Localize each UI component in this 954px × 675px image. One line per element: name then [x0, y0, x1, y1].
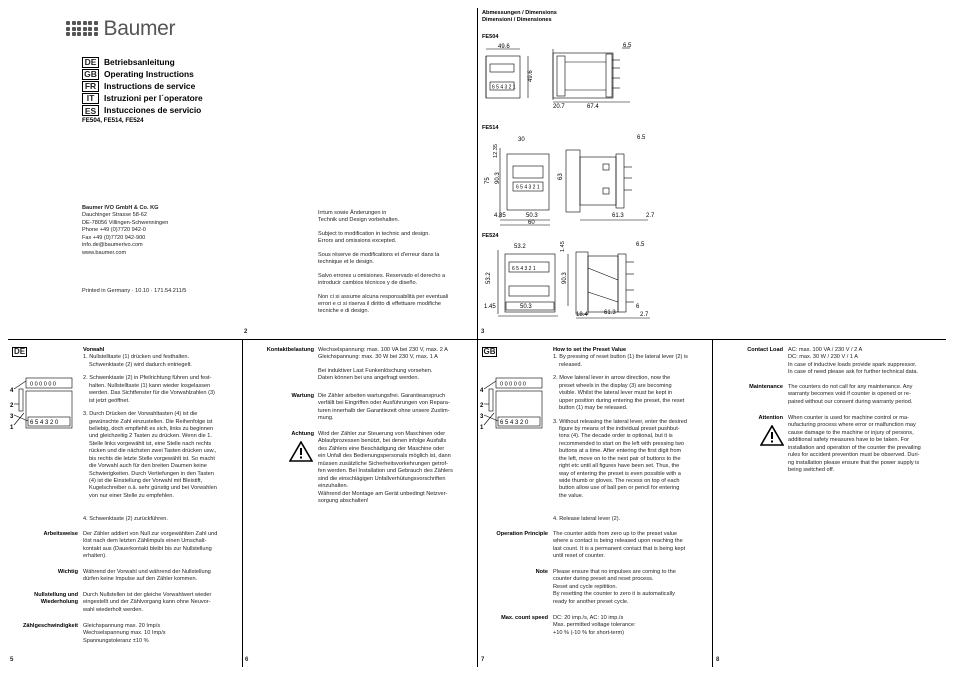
body-line: paired without our consent during warranty period.	[788, 398, 913, 405]
body-line: ein Unfall des Bedienungspersonals möglich ist, dann	[318, 453, 451, 460]
step-line: beliebig, doch empfiehlt es sich, links zu beginnen	[89, 425, 214, 432]
page-number: 7	[481, 657, 485, 663]
body-line: being switched off.	[788, 467, 835, 474]
lang-title: Istruzioni per l´operatore	[104, 93, 203, 104]
step-line: 2. Move lateral lever in arrow direction, now the	[553, 375, 671, 382]
body-line: sorgung abschalten!	[318, 497, 369, 504]
lang-code: GB	[82, 69, 99, 80]
step-line: ist jetzt geöffnet.	[89, 397, 130, 404]
body-line: einzuhalten.	[318, 483, 349, 490]
step-line: und gleichzeitig 2 Tasten zu drücken. Wenn die 1.	[89, 433, 212, 440]
step-line: buttons at a time. After entering the first digit from	[559, 448, 682, 455]
callout-label: 3	[480, 414, 484, 420]
step-line: halten. Nullstelltaste (1) kann wieder losgelassen	[89, 382, 211, 389]
address-line: Dauchinger Strasse 58-62	[82, 212, 147, 219]
fe514-display: 6 5 4 3 2 1	[516, 184, 540, 191]
step-line: wide thumb or gloves. The recess on top of each	[559, 478, 680, 484]
step-line: upper position during entering the preset, the reset	[559, 397, 685, 404]
fe524-h3: 90.3	[562, 272, 568, 284]
body-line: DC: max. 30 W / 230 V / 1 A	[788, 354, 858, 361]
body-line: Max. permitted voltage tolerance:	[553, 622, 636, 629]
fax: Fax +49 (0)7720 942-900	[82, 234, 146, 241]
printed-note: Printed in Germany · 10.10 · 171.54.211/5	[82, 288, 187, 294]
language-row-de	[82, 56, 203, 68]
body-line: Bei induktiver Last Funkenlöschung vorsehen.	[318, 367, 433, 374]
callout-label: 3	[10, 414, 14, 420]
body-line: Ablaufprozessen benützt, bei denen infolge Ausfalls	[318, 438, 447, 445]
body-line: Gleichspannung: max. 30 W bei 230 V, max. 1 A	[318, 354, 438, 361]
fe524-h1: 1.45	[560, 241, 566, 252]
disclaimer-line: Technik und Design vorbehalten.	[318, 217, 400, 224]
fe504-depth1: 20.7	[553, 104, 565, 110]
fe524-b6: 2.7	[640, 312, 649, 318]
lang-code: FR	[82, 81, 99, 92]
step-line: 1. By pressing of reset button (1) the lateral lever (2) is	[553, 354, 688, 361]
language-row-fr	[82, 80, 203, 92]
fe524-drawing	[480, 240, 660, 322]
section-body	[318, 393, 476, 423]
email-link[interactable]: info.de@baumerivo.com	[82, 242, 143, 249]
body-line: The counter adds from zero up to the preset value	[553, 531, 678, 537]
body-line: des Zählers eine Beschädigung der Maschine oder	[318, 445, 445, 452]
body-line: ng installation please ensure that the power supply is	[788, 459, 920, 466]
body-line: mung.	[318, 415, 334, 422]
warning-icon	[760, 425, 784, 446]
company-address	[82, 205, 232, 257]
body-line: löst nach dem letzten Zählimpuls einen Umschalt-	[83, 538, 207, 545]
page-number: 5	[10, 657, 14, 663]
callout-label: 2	[10, 403, 14, 409]
fe514-label: FE514	[482, 125, 499, 131]
body-line: wahl wiederholt werden.	[83, 606, 144, 613]
step-line: rücken und die nächsten zwei Tasten drücken usw.,	[89, 448, 217, 455]
fe514-b2: 50.3	[526, 213, 538, 219]
disclaimer-line: Errors and omissions excepted.	[318, 238, 397, 245]
section-label: Contact Load	[747, 347, 783, 353]
body-line: DC: 20 imp./s, AC: 10 imp./s	[553, 615, 624, 621]
fe504-height: 49.6	[528, 70, 534, 82]
page-number: 8	[716, 657, 720, 663]
fe514-b3: 60	[528, 220, 535, 226]
fe504-thickness: 6.5	[623, 43, 632, 49]
fe524-b3: 18.4	[576, 312, 588, 318]
fe514-b4: 61.3	[612, 213, 624, 219]
callout-label: 2	[480, 403, 484, 409]
body-line: Während der Vorwahl und während der Nullstellung	[83, 569, 211, 575]
step-line: right etc until all figures have been set. Thus, the	[559, 463, 680, 470]
language-list	[82, 56, 203, 117]
callout-label: 4	[10, 388, 14, 394]
step-line: 4. Schwenktaste (2) zurückführen.	[83, 516, 168, 522]
disclaimer-line: Irrtum sowie Änderungen in	[318, 210, 387, 216]
section-label: Zählgeschwindigkeit	[22, 623, 78, 629]
body-line: rules for accident prevention must be observed. Duri-	[788, 452, 920, 459]
step-line: recommended to start on the left with pressing two	[559, 440, 684, 447]
body-line: sind die einschlägigen Unfallverhütungsvorschriften	[318, 475, 446, 482]
page-divider-v1	[242, 340, 243, 667]
fe514-thickness: 6.5	[637, 135, 646, 141]
section-body	[788, 347, 948, 377]
fe504-drawing	[480, 40, 640, 110]
body-line: verfällt bei Eingriffen oder Ausführungen von Repara-	[318, 400, 450, 407]
step-line: button (1) may be released.	[559, 405, 628, 412]
gb-display-bottom: 6 5 4 3 2 0	[500, 420, 529, 426]
callout-label: 1	[10, 425, 14, 431]
section-body	[788, 415, 948, 475]
logo-mark-icon	[66, 21, 98, 36]
step-line: 2. Schwenktaste (2) in Pfeilrichtung führen und fest-	[83, 375, 212, 382]
fe524-b5: 6	[636, 304, 640, 310]
body-line: +10 % (-10 % for short-term)	[553, 629, 625, 636]
fe524-b2: 50.3	[520, 304, 532, 310]
fe524-label: FE524	[482, 233, 499, 239]
step-line: Schwierigkeiten. Durch Vertiefungen in den Tasten	[89, 470, 214, 477]
fe524-display: 6 5 4 3 2 1	[512, 266, 536, 272]
company-name: Baumer IVO GmbH & Co. KG	[82, 205, 159, 211]
body-line: The counters do not call for any maintenance. Any	[788, 384, 913, 390]
de-counter-diagram	[10, 375, 82, 435]
warning-icon	[289, 441, 313, 462]
fe524-thickness: 6.5	[636, 242, 645, 248]
body-line: where a contact is being released upon reaching the	[553, 538, 683, 545]
body-line: last count. It is a permanent contact that is being kept	[553, 545, 686, 552]
lang-title: Operating Instructions	[104, 68, 194, 79]
step-line: (4) ist die Einstellung der Vorwahl mit Bleistift,	[89, 478, 203, 484]
page-number: 6	[245, 657, 249, 663]
body-line: fen werden. Bei Installation und Gebrauch des Zählers	[318, 468, 453, 475]
body-line: Daten können bei uns angefragt werden.	[318, 375, 420, 382]
step-line: die Vorwahl auch für den breiten Daumen keine	[89, 463, 207, 470]
section-body	[83, 592, 241, 614]
body-line: By resetting the counter to zero it is automatically	[553, 591, 675, 598]
body-line: Wechselspannung: max. 100 VA bei 230 V, max. 2 A	[318, 347, 448, 353]
body-line: Please ensure that no impulses are coming to the	[553, 569, 676, 575]
dimensions-title	[482, 10, 557, 25]
fe514-drawing	[480, 132, 660, 232]
fe504-depth2: 67.4	[587, 104, 599, 110]
dimensions-title-line: Abmessungen / Dimensions	[482, 10, 557, 16]
fe514-h4: 63	[558, 173, 564, 180]
body-line: When counter is used for machine control or ma-	[788, 415, 909, 421]
fe514-b1: 4.85	[494, 213, 506, 219]
lang-code: IT	[82, 93, 99, 104]
fe514-h2: 75	[485, 177, 491, 184]
section-body	[83, 623, 241, 645]
body-line: ready for another preset cycle.	[553, 598, 629, 605]
body-line: erhalten).	[83, 553, 107, 560]
page-divider-v3	[712, 340, 713, 667]
gb-counter-diagram	[480, 375, 552, 435]
fe514-b5: 2.7	[646, 213, 655, 219]
model-list: FE504, FE514, FE524	[82, 117, 144, 124]
section-label	[10, 592, 78, 607]
body-line: Reset and cycle repitition.	[553, 583, 618, 590]
disclaimer-line: errori e ci si riserva il diritto di effettuare modifiche	[318, 300, 442, 307]
disclaimer-line: Sous réserve de modifications et d'erreur dans la	[318, 251, 440, 258]
body-line: AC: max. 100 VA / 230 V / 2 A	[788, 347, 863, 353]
section-body	[788, 384, 948, 406]
lang-code: DE	[82, 57, 99, 68]
step-line: Schwenktaste (2) wird dadurch entriegelt.	[89, 361, 192, 368]
body-line: Während der Montage am Gerät unbedingt Netzver-	[318, 490, 448, 497]
website-link[interactable]: www.baumer.com	[82, 249, 127, 256]
de-preset-instructions	[83, 347, 241, 500]
body-line: Wird der Zähler zur Steuerung von Maschinen oder	[318, 431, 446, 437]
gb-preset-instructions	[553, 347, 711, 500]
step-line: preset wheels in the display (3) are becoming	[559, 382, 672, 389]
disclaimer-line: Non ci si assume alcuna responsabilità per eventuali	[318, 293, 449, 300]
disclaimer-block	[318, 210, 476, 316]
body-line: turen innerhalb der Garantiezeit ohne unsere Zustim-	[318, 407, 450, 414]
section-title: How to set the Preset Value	[553, 347, 627, 353]
body-line: Der Zähler addiert von Null zur vorgewählten Zahl und	[83, 531, 218, 537]
section-body	[83, 531, 241, 561]
fe514-h1: 12.35	[493, 144, 499, 158]
lang-title: Instucciones de servicio	[104, 105, 202, 116]
step-line: figure by means of the individual preset pushbut-	[559, 425, 680, 432]
section-body	[83, 569, 241, 584]
section-label: Operation Principle	[496, 531, 548, 537]
step-line: 4. Release lateral lever (2).	[553, 516, 621, 522]
lang-title: Instructions de service	[104, 80, 196, 91]
lang-title: Betriebsanleitung	[104, 56, 175, 67]
body-line: kontakt aus (Dauerkontakt bleibt bis zur Nullstellung	[83, 545, 212, 552]
label-line: Nullstellung und	[34, 592, 78, 598]
body-line: Die Zähler arbeiten wartungsfrei. Garantieanspruch	[318, 393, 446, 399]
step-line: Kugelschreiber o.ä. sehr günstig und bei Vorwahlen	[89, 485, 217, 492]
lang-code: ES	[82, 105, 99, 116]
section-label: Arbeitsweise	[43, 531, 78, 537]
body-line: Wechselspannung max. 10 Imp/s	[83, 630, 166, 637]
fe524-top: 53.2	[514, 244, 526, 250]
section-label: Kontaktbelastung	[266, 347, 314, 353]
language-row-es	[82, 105, 203, 117]
step-line: the left, move on to the next pair of buttons to the	[559, 455, 681, 462]
step-line: von nur einer Stelle zu empfehlen.	[89, 492, 174, 499]
language-row-gb	[82, 68, 203, 80]
body-line: counter during preset and reset process.	[553, 576, 654, 583]
dimensions-title-line: Dimensioni / Dimensiones	[482, 17, 552, 24]
step-line: bis rechts die letzte Stelle vorgewählt ist. So macht	[89, 455, 215, 462]
step-line: tons (4). The decade order is optional, but it is	[559, 433, 673, 440]
de-display-top: 0 0 0 0 0 0	[30, 381, 56, 388]
body-line: In case of need please ask for further technical data.	[788, 369, 918, 376]
callout-label: 1	[480, 425, 484, 431]
body-line: In case of inductive loads provide spark suppressor.	[788, 361, 917, 368]
fe504-label: FE504	[482, 34, 499, 40]
section-body	[318, 431, 476, 505]
section-label: Wichtig	[57, 569, 78, 575]
section-label: Max. count speed	[501, 615, 548, 621]
fe524-h2: 53.2	[486, 272, 492, 284]
body-line: müssen zusätzliche Sicherheitsvorkehrungen getrof-	[318, 460, 448, 467]
section-label: Wartung	[291, 393, 314, 399]
section-label: Attention	[758, 415, 783, 421]
fe514-top: 30	[518, 137, 525, 143]
lang-code-box: DE	[13, 347, 26, 356]
disclaimer-line: Subject to modification in technic and design.	[318, 230, 430, 237]
body-line: installation and operation of the counter the prevailing	[788, 444, 921, 451]
body-line: Gleichspannung max. 20 Imp/s	[83, 623, 161, 629]
step-line: gewünschte Zahl einzustellen. Die Reihenfolge ist	[89, 418, 213, 425]
label-line: Wiederholung	[40, 599, 78, 606]
disclaimer-line: tecniche e di design.	[318, 308, 369, 315]
disclaimer-line: technique et le design.	[318, 259, 374, 266]
disclaimer-line: Salvo errores u omisiones. Reservado el derecho a	[318, 272, 446, 279]
section-body	[318, 347, 476, 383]
section-label: Maintenance	[749, 384, 783, 390]
step-line: visible. Whilst the lateral lever must be kept in	[559, 390, 673, 397]
step-line: 3. Durch Drücken der Vorwahltasten (4) ist die	[83, 411, 198, 418]
section-label: Achtung	[291, 431, 314, 437]
page-divider-v2	[477, 8, 478, 667]
body-line: additional safety measures have to be taken. For	[788, 437, 909, 444]
body-line: warranty becomes void if counter is opened or re-	[788, 391, 911, 398]
body-line: nufacturing process where error or malfunction may	[788, 422, 916, 429]
section-body	[553, 569, 711, 606]
fe524-b1: 1.45	[484, 304, 496, 310]
step-line: 1. Nullstelltaste (1) drücken und festhalten.	[83, 354, 190, 361]
step-line: werden. Das Sichtfenster für die Vorwahlzahlen (3)	[89, 390, 215, 397]
section-title: Vorwahl	[83, 347, 105, 353]
section-body	[553, 531, 711, 561]
section-body	[553, 615, 711, 637]
language-row-it	[82, 93, 203, 105]
body-line: dürfen keine Impulse auf den Zähler kommen.	[83, 576, 198, 583]
step-line: 3. Without releasing the lateral lever, enter the desired	[553, 418, 688, 425]
gb-display-top: 0 0 0 0 0 0	[500, 381, 526, 388]
step-line: the value.	[559, 492, 584, 499]
de-display-bottom: 6 5 4 3 2 0	[30, 420, 59, 426]
fe524-b4: 61.3	[604, 310, 616, 316]
page-number: 2	[244, 329, 248, 335]
step-line: button allow use of ball pen or pencil for entering	[559, 485, 680, 492]
body-line: cause damage to the machine or injury of persons,	[788, 429, 914, 436]
address-line: DE-78056 Villingen-Schwenningen	[82, 219, 169, 226]
fe504-width: 49.6	[498, 44, 510, 50]
brand-logo	[66, 15, 175, 43]
disclaimer-line: introducir cambios técnicos y de diseño.	[318, 280, 418, 287]
phone: Phone +49 (0)7720 942-0	[82, 227, 146, 234]
section-label: Note	[535, 569, 548, 575]
body-line: Durch Nullstellen ist der gleiche Vorwahlwert wieder	[83, 592, 212, 598]
lang-code-box: GB	[483, 347, 496, 356]
callout-label: 4	[480, 388, 484, 394]
fe504-display: 6 5 4 3 2 1	[492, 84, 516, 91]
page-number: 3	[481, 329, 485, 335]
body-line: eingestellt und der Zählvorgang kann ohne Neuvor-	[83, 599, 211, 606]
brand-name: Baumer	[103, 17, 176, 40]
step-line: way of entering the preset is even possible with a	[559, 470, 681, 477]
step-line: Stelle links vorgewählt ist, eine Stelle nach rechts	[89, 440, 212, 447]
fe514-h3: 90.3	[495, 172, 501, 184]
body-line: Spannungstoleranz ±10 %	[83, 637, 149, 644]
body-line: until reset of counter.	[553, 553, 605, 560]
step-line: released.	[559, 361, 583, 368]
